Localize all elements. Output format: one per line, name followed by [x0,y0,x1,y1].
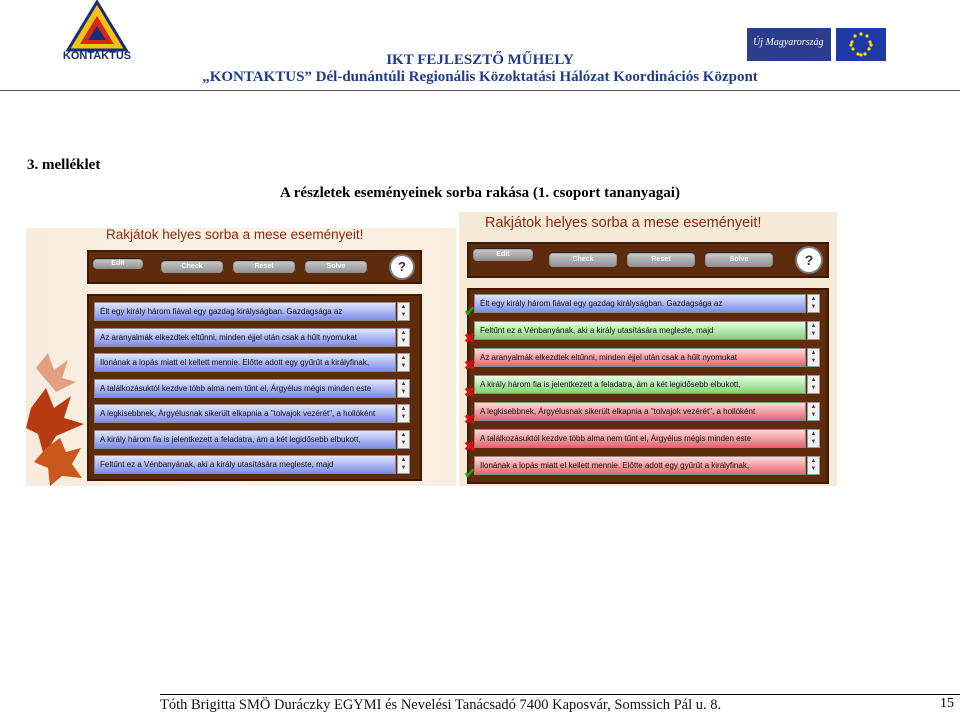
reset-button[interactable]: Reset [627,252,695,267]
sortable-item[interactable] [94,404,396,423]
exercise-title: Rakjátok helyes sorba a mese eseményeit! [106,228,364,242]
check-button[interactable]: Check [549,252,617,267]
uj-magyarorszag-logo [747,28,831,61]
wrong-mark-icon: ✖ [464,438,476,454]
section-number: 3. melléklet [27,157,101,173]
sortable-item[interactable] [94,430,396,449]
toolbar-panel [467,242,829,278]
item-text: Ilonának a lopás miatt el kellett mennie. Előtte adott egy gyűrűt a királyfinak, [100,358,370,367]
sortable-item[interactable] [474,402,806,421]
reorder-arrows-icon[interactable]: ▲ ▼ [807,429,820,448]
help-button[interactable]: ? [795,246,823,274]
item-text: A király három fia is jelentkezett a feladatra, ám a két legidősebb elbukott, [480,380,741,389]
screenshot-checked [459,212,837,486]
reorder-arrows-icon[interactable]: ▲ ▼ [807,321,820,340]
sortable-item[interactable] [94,455,396,474]
reorder-arrows-icon[interactable]: ▲ ▼ [397,430,410,449]
item-text: A találkozásuktól kezdve több alma nem tűnt el, Árgyélus mégis minden este [480,434,752,443]
sortable-item[interactable] [94,302,396,321]
header-title: IKT FEJLESZTŐ MŰHELY [386,52,574,68]
sortable-item[interactable] [474,294,806,313]
sortable-item[interactable] [94,353,396,372]
autumn-leaves-decoration [26,348,86,486]
reset-button[interactable]: Reset [233,260,295,273]
reorder-arrows-icon[interactable]: ▲ ▼ [397,353,410,372]
logo-text: KONTAKTUS [62,50,132,62]
check-button[interactable]: Check [161,260,223,273]
wrong-mark-icon: ✖ [464,330,476,346]
reorder-arrows-icon[interactable]: ▲ ▼ [397,302,410,321]
reorder-arrows-icon[interactable]: ▲ ▼ [397,379,410,398]
edit-button[interactable]: Edit [473,248,533,261]
wrong-mark-icon: ✖ [464,411,476,427]
correct-mark-icon: ✔ [464,303,476,319]
sortable-item[interactable] [474,321,806,340]
header-subtitle: „KONTAKTUS” Dél-dunántúli Regionális Közoktatási Hálózat Koordinációs Központ [202,69,758,85]
reorder-arrows-icon[interactable]: ▲ ▼ [807,294,820,313]
logo-right-text: Új Magyarország [753,37,824,48]
sortable-item[interactable] [474,456,806,475]
header-divider [0,90,960,91]
item-text: Élt egy király három fiával egy gazdag királyságban. Gazdagsága az [100,307,343,316]
item-text: A találkozásuktól kezdve több alma nem tűnt el, Árgyélus mégis minden este [100,383,372,393]
reorder-arrows-icon[interactable]: ▲ ▼ [807,402,820,421]
sortable-item[interactable] [474,429,806,448]
item-text: Az aranyalmák elkezdtek eltűnni, minden éjjel után csak a hűlt nyomukat [100,332,358,342]
reorder-arrows-icon[interactable]: ▲ ▼ [397,404,410,423]
solve-button[interactable]: Solve [305,260,367,273]
correct-mark-icon: ✔ [464,465,476,481]
item-text: Ilonának a lopás miatt el kellett mennie. Előtte adott egy gyűrűt a királyfinak, [480,461,750,470]
footer-address: Tóth Brigitta SMÖ Duráczky EGYMI és Nevelési Tanácsadó 7400 Kaposvár, Somssich Pál u. 8. [160,697,722,713]
edit-button[interactable]: Edit [93,258,143,269]
item-text: A király három fia is jelentkezett a feladatra, ám a két legidősebb elbukott, [100,434,361,444]
item-text: Feltűnt ez a Vénbanyának, aki a király utasítására megleste, majd [100,460,334,469]
section-caption: A részletek eseményeinek sorba rakása (1. csoport tananyagai) [280,185,680,201]
wrong-mark-icon: ✖ [464,357,476,373]
help-button[interactable]: ? [389,254,415,280]
item-text: Élt egy király három fiával egy gazdag királyságban. Gazdagsága az [480,299,723,308]
screenshot-unsorted [26,228,456,486]
wrong-mark-icon: ✖ [464,384,476,400]
item-text: A legkisebbnek, Árgyélusnak sikerült elkapnia a "tolvajok vezérét", a hollóként [480,407,756,416]
toolbar-panel [87,250,422,284]
reorder-arrows-icon[interactable]: ▲ ▼ [807,456,820,475]
reorder-arrows-icon[interactable]: ▲ ▼ [807,348,820,367]
sortable-item[interactable] [474,375,806,394]
reorder-arrows-icon[interactable]: ▲ ▼ [397,328,410,347]
item-text: Feltűnt ez a Vénbanyának, aki a király utasítására megleste, majd [480,326,714,335]
sortable-item[interactable] [94,379,396,398]
solve-button[interactable]: Solve [705,252,773,267]
sortable-item[interactable] [474,348,806,367]
item-text: A legkisebbnek, Árgyélusnak sikerült elkapnia a "tolvajok vezérét", a hollóként [100,409,376,418]
items-panel [464,288,829,484]
eu-flag-icon [836,28,886,61]
footer-divider [160,694,960,695]
sortable-item[interactable] [94,328,396,347]
item-text: Az aranyalmák elkezdtek eltűnni, minden éjjel után csak a hűlt nyomukat [480,353,738,362]
exercise-title: Rakjátok helyes sorba a mese eseményeit! [485,215,762,231]
reorder-arrows-icon[interactable]: ▲ ▼ [807,375,820,394]
reorder-arrows-icon[interactable]: ▲ ▼ [397,455,410,474]
items-panel [87,294,422,481]
page-number: 15 [940,696,954,711]
